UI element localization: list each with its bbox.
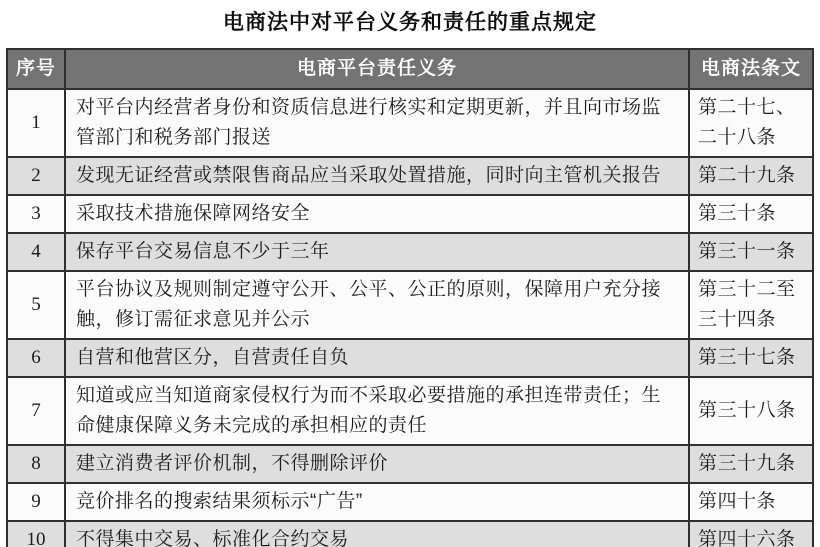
row-number: 3 [7,195,65,233]
table-header [7,49,813,89]
row-number: 8 [7,445,65,483]
row-duty: 知道或应当知道商家侵权行为而不采取必要措施的承担连带责任；生命健康保障义务未完成的承担相应的责任 [65,377,689,445]
row-article: 第四十条 [689,483,813,521]
row-number: 10 [7,521,65,547]
table-row [7,89,813,157]
row-article: 第三十二至三十四条 [689,271,813,339]
row-article: 第三十八条 [689,377,813,445]
row-duty: 不得集中交易、标准化合约交易 [65,521,689,547]
row-duty: 竞价排名的搜索结果须标示“广告” [65,483,689,521]
table-row [7,483,813,521]
row-article: 第三十一条 [689,233,813,271]
table-row [7,157,813,195]
table-row [7,195,813,233]
row-article: 第四十六条 [689,521,813,547]
table-row [7,521,813,547]
table-row [7,339,813,377]
row-number: 6 [7,339,65,377]
table-row [7,271,813,339]
row-duty: 发现无证经营或禁限售商品应当采取处置措施，同时向主管机关报告 [65,157,689,195]
row-article: 第二十七、二十八条 [689,89,813,157]
row-duty: 对平台内经营者身份和资质信息进行核实和定期更新，并且向市场监管部门和税务部门报送 [65,89,689,157]
row-number: 4 [7,233,65,271]
row-duty: 平台协议及规则制定遵守公开、公平、公正的原则，保障用户充分接触，修订需征求意见并公示 [65,271,689,339]
row-article: 第三十九条 [689,445,813,483]
header-row [7,49,813,89]
row-number: 2 [7,157,65,195]
row-number: 5 [7,271,65,339]
row-number: 1 [7,89,65,157]
column-header-duty: 电商平台责任义务 [65,49,689,89]
row-duty: 采取技术措施保障网络安全 [65,195,689,233]
table-row [7,377,813,445]
row-article: 第三十条 [689,195,813,233]
law-provisions-table [6,48,814,547]
table-row [7,445,813,483]
column-header-number: 序号 [7,49,65,89]
row-duty: 保存平台交易信息不少于三年 [65,233,689,271]
column-header-article: 电商法条文 [689,49,813,89]
row-article: 第三十七条 [689,339,813,377]
row-number: 7 [7,377,65,445]
table-body [7,89,813,547]
row-number: 9 [7,483,65,521]
table-row [7,233,813,271]
row-duty: 自营和他营区分，自营责任自负 [65,339,689,377]
row-duty: 建立消费者评价机制，不得删除评价 [65,445,689,483]
row-article: 第二十九条 [689,157,813,195]
page-title: 电商法中对平台义务和责任的重点规定 [223,11,597,34]
